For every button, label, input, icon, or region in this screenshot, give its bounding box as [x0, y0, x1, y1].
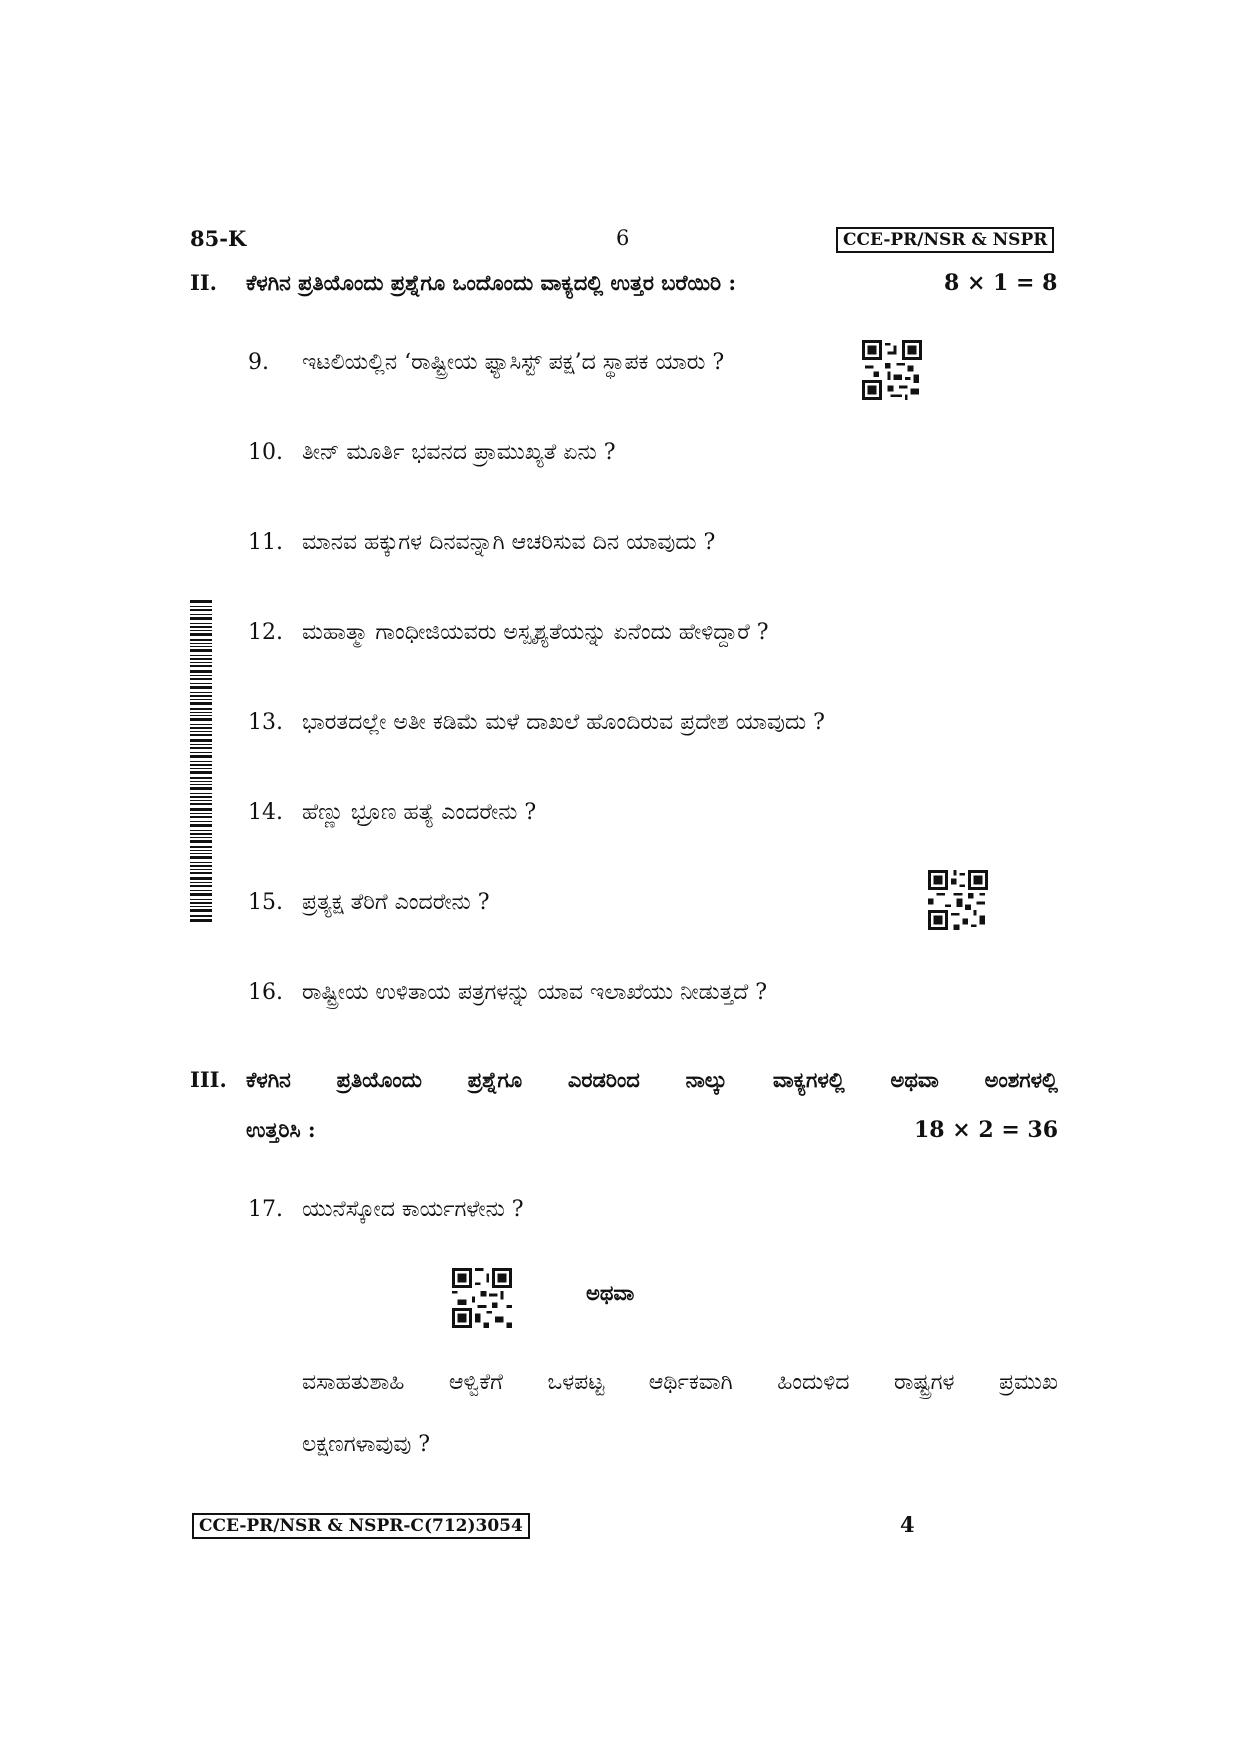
- question-14-text: ಹೆಣ್ಣು ಭ್ರೂಣ ಹತ್ಯೆ ಎಂದರೇನು ?: [302, 800, 537, 825]
- instruction-word: ಪ್ರಶ್ನೆಗೂ: [467, 1067, 523, 1092]
- qr-code-icon: [928, 870, 988, 930]
- instruction-word: ಅಥವಾ: [890, 1067, 939, 1092]
- alt-word: ವಸಾಹತುಶಾಹಿ: [302, 1370, 405, 1395]
- section-3-number: III.: [190, 1067, 227, 1092]
- question-11-text: ಮಾನವ ಹಕ್ಕುಗಳ ದಿನವನ್ನಾಗಿ ಆಚರಿಸುವ ದಿನ ಯಾವುದು ?: [302, 530, 716, 555]
- question-12-number: 12.: [248, 620, 283, 645]
- instruction-word: ಕೆಳಗಿನ: [246, 1067, 291, 1092]
- qr-code-icon: [452, 1268, 512, 1328]
- qr-code-icon: [862, 340, 922, 400]
- footer-page-number: 4: [900, 1512, 915, 1537]
- alt-word: ಹಿಂದುಳಿದ: [777, 1370, 850, 1395]
- question-11-number: 11.: [248, 530, 283, 555]
- instruction-word: ಎರಡರಿಂದ: [567, 1067, 640, 1092]
- section-3-marks: 18 × 2 = 36: [914, 1117, 1059, 1143]
- question-17-alternative-cont: ಲಕ್ಷಣಗಳಾವುವು ?: [302, 1432, 431, 1457]
- question-13-text: ಭಾರತದಲ್ಲೇ ಅತೀ ಕಡಿಮೆ ಮಳೆ ದಾಖಲೆ ಹೊಂದಿರುವ ಪ್ರದೇಶ ಯಾವುದು ?: [302, 710, 825, 735]
- section-2-number: II.: [190, 270, 217, 295]
- footer-code: CCE-PR/NSR & NSPR-C(712)3054: [192, 1513, 530, 1539]
- alt-word: ಒಳಪಟ್ಟ: [547, 1370, 605, 1395]
- question-16-text: ರಾಷ್ಟ್ರೀಯ ಉಳಿತಾಯ ಪತ್ರಗಳನ್ನು ಯಾವ ಇಲಾಖೆಯು ನೀಡುತ್ತದೆ ?: [302, 980, 768, 1005]
- question-9-number: 9.: [248, 350, 269, 375]
- question-17-number: 17.: [248, 1197, 283, 1222]
- alt-word: ಆರ್ಥಿಕವಾಗಿ: [648, 1370, 733, 1395]
- or-label: ಅಥವಾ: [586, 1280, 635, 1305]
- section-2-instruction: ಕೆಳಗಿನ ಪ್ರತಿಯೊಂದು ಪ್ರಶ್ನೆಗೂ ಒಂದೊಂದು ವಾಕ್ಯದಲ್ಲಿ ಉತ್ತರ ಬರೆಯಿರಿ :: [246, 270, 737, 295]
- section-3-instruction: [246, 1067, 1058, 1093]
- instruction-word: ನಾಲ್ಕು: [685, 1067, 728, 1092]
- question-10-text: ತೀನ್ ಮೂರ್ತಿ ಭವನದ ಪ್ರಾಮುಖ್ಯತೆ ಏನು ?: [302, 440, 616, 465]
- question-15-number: 15.: [248, 890, 283, 915]
- instruction-word: ಪ್ರತಿಯೊಂದು: [336, 1067, 422, 1092]
- question-14-number: 14.: [248, 800, 283, 825]
- alt-word: ಆಳ್ವಿಕೆಗೆ: [448, 1370, 503, 1395]
- question-16-number: 16.: [248, 980, 283, 1005]
- series-code: CCE-PR/NSR & NSPR: [836, 227, 1054, 253]
- question-17-alternative: [302, 1370, 1058, 1395]
- question-17-text: ಯುನೆಸ್ಕೋದ ಕಾರ್ಯಗಳೇನು ?: [302, 1197, 524, 1222]
- page-number: 6: [616, 226, 630, 250]
- question-9-text: ಇಟಲಿಯಲ್ಲಿನ ‘ರಾಷ್ಟ್ರೀಯ ಫ್ಯಾಸಿಸ್ಟ್ ಪಕ್ಷ’ದ ಸ್ಥಾಪಕ ಯಾರು ?: [302, 350, 725, 375]
- question-13-number: 13.: [248, 710, 283, 735]
- section-2-marks: 8 × 1 = 8: [944, 270, 1058, 296]
- section-3-instruction-cont: ಉತ್ತರಿಸಿ :: [246, 1117, 316, 1142]
- question-15-text: ಪ್ರತ್ಯಕ್ಷ ತೆರಿಗೆ ಎಂದರೇನು ?: [302, 890, 490, 915]
- paper-code: 85-K: [190, 226, 247, 251]
- instruction-word: ಅಂಶಗಳಲ್ಲಿ: [984, 1067, 1058, 1092]
- barcode-icon: [190, 600, 212, 922]
- question-10-number: 10.: [248, 440, 283, 465]
- instruction-word: ವಾಕ್ಯಗಳಲ್ಲಿ: [772, 1067, 845, 1092]
- alt-word: ರಾಷ್ಟ್ರಗಳ: [893, 1370, 955, 1395]
- alt-word: ಪ್ರಮುಖ: [998, 1370, 1058, 1395]
- question-12-text: ಮಹಾತ್ಮಾ ಗಾಂಧೀಜಿಯವರು ಅಸ್ಪೃಶ್ಯತೆಯನ್ನು ಏನೆಂದು ಹೇಳಿದ್ದಾರೆ ?: [302, 620, 769, 645]
